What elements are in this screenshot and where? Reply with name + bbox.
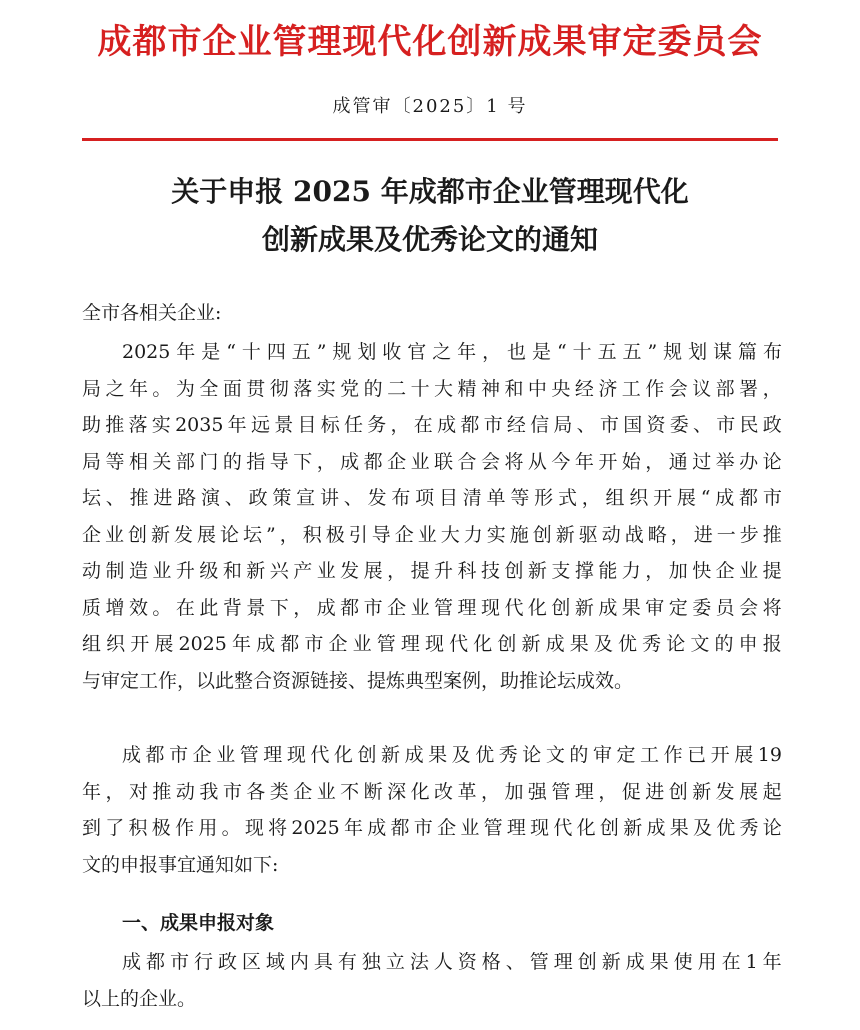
paragraph-line: 2025 年 是 “ 十 四 五 ” 规 划 收 官 之 年 ， 也 是 “ 十 五 五 ” 规 划 谋 篇 布	[122, 341, 782, 363]
paragraph-line: 成 都 市 企 业 管 理 现 代 化 创 新 成 果 及 优 秀 论 文 的 审 定 工 作 已 开 展 19	[122, 744, 782, 766]
paragraph-line: 坛 、 推 进 路 演 、 政 策 宣 讲 、 发 布 项 目 清 单 等 形 式 ， 组 织 开 展 “ 成 都 市	[82, 487, 782, 509]
paragraph-line: 年 ， 对 推 动 我 市 各 类 企 业 不 断 深 化 改 革 ， 加 强 管 理 ， 促 进 创 新 发 展 起	[82, 780, 782, 803]
title-line-1: 关于申报 2025 年成都市企业管理现代化	[171, 175, 689, 208]
red-divider	[82, 138, 778, 141]
section-heading-1: 一、成果申报对象	[122, 912, 275, 934]
paragraph-line: 局 等 相 关 部 门 的 指 导 下 ， 成 都 企 业 联 合 会 将 从 今 年 开 始 ， 通 过 举 办 论	[82, 450, 782, 473]
title-line-2: 创新成果及优秀论文的通知	[261, 223, 598, 256]
document-number: 成管审〔2025〕1 号	[332, 96, 528, 117]
paragraph-1	[82, 334, 782, 699]
document-title	[0, 168, 860, 264]
paragraph-line: 企 业 创 新 发 展 论 坛 ” ， 积 极 引 导 企 业 大 力 实 施 创 新 驱 动 战 略 ， 进 一 步 推	[82, 523, 782, 546]
paragraph-2	[82, 737, 782, 883]
paragraph-line: 成 都 市 行 政 区 域 内 具 有 独 立 法 人 资 格 、 管 理 创 新 成 果 使 用 在 1 年	[122, 951, 782, 973]
organization-header: 成都市企业管理现代化创新成果审定委员会	[97, 22, 763, 62]
paragraph-line: 局 之 年 。 为 全 面 贯 彻 落 实 党 的 二 十 大 精 神 和 中 央 经 济 工 作 会 议 部 署 ，	[82, 377, 782, 400]
paragraph-line: 动 制 造 业 升 级 和 新 兴 产 业 发 展 ， 提 升 科 技 创 新 支 撑 能 力 ， 加 快 企 业 提	[82, 560, 782, 582]
section-1-body	[82, 944, 782, 1017]
paragraph-line: 组 织 开 展 2025 年 成 都 市 企 业 管 理 现 代 化 创 新 成 果 及 优 秀 论 文 的 申 报	[82, 633, 782, 655]
paragraph-line: 以上的企业。	[82, 987, 197, 1010]
paragraph-line: 与审定工作，以此整合资源链接、提炼典型案例，助推论坛成效。	[82, 669, 634, 692]
paragraph-line: 文的申报事宜通知如下:	[82, 853, 279, 876]
salutation: 全市各相关企业:	[82, 302, 222, 324]
paragraph-line: 质 增 效 。 在 此 背 景 下 ， 成 都 市 企 业 管 理 现 代 化 创 新 成 果 审 定 委 员 会 将	[82, 596, 782, 619]
paragraph-line: 助 推 落 实 2035 年 远 景 目 标 任 务 ， 在 成 都 市 经 信 局 、 市 国 资 委 、 市 民 政	[82, 414, 782, 436]
paragraph-line: 到 了 积 极 作 用 。 现 将 2025 年 成 都 市 企 业 管 理 现 代 化 创 新 成 果 及 优 秀 论	[82, 817, 782, 839]
